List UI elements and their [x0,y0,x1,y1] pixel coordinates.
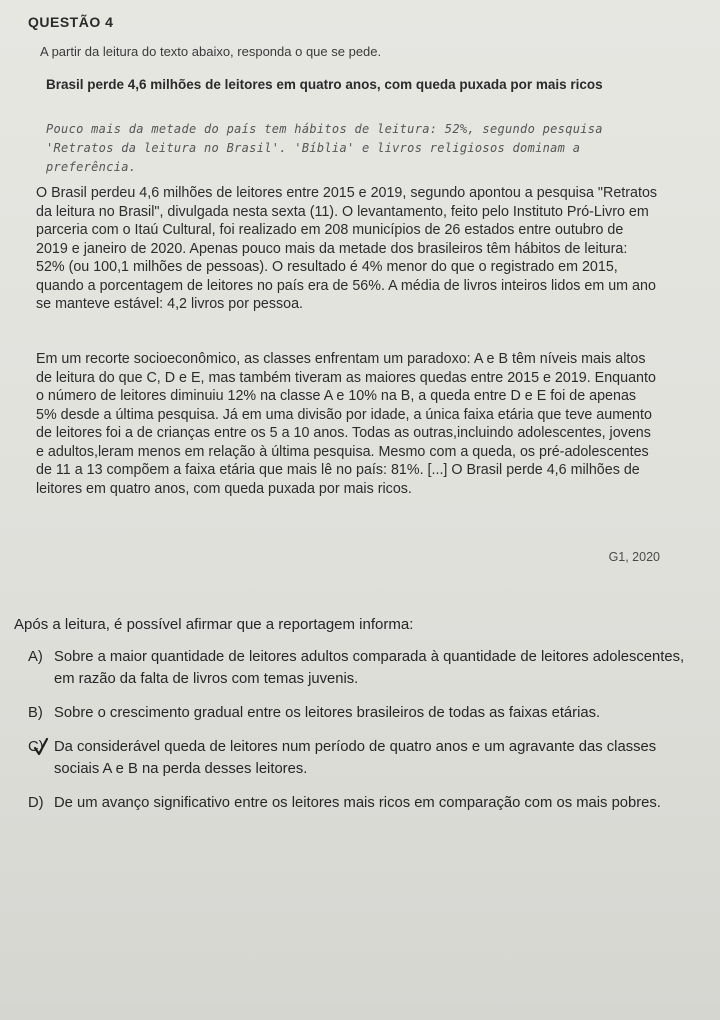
article-headline: Brasil perde 4,6 milhões de leitores em quatro anos, com queda puxada por mais ricos [46,77,603,92]
question-title: QUESTÃO 4 [28,14,114,30]
option-d-letter: D) [28,795,44,811]
question-prompt: Após a leitura, é possível afirmar que a reportagem informa: [14,616,414,633]
option-d-text: De um avanço significativo entre os leitores mais ricos em comparação com os mais pobres. [54,795,661,811]
article-subheadline: Pouco mais da metade do país tem hábitos de leitura: 52%, segundo pesquisa 'Retratos da leitura no Brasil'. 'Bíblia' e livros religiosos dominam a preferência. [46,122,603,174]
answer-options [28,646,700,826]
article-paragraph-1: O Brasil perdeu 4,6 milhões de leitores entre 2015 e 2019, segundo apontou a pesquisa "Retratos da leitura no Brasil", divulgada nesta sexta (11). O levantamento, feito pelo Instituto Pró-Livro em parceria com o Itaú Cultural, foi realizado em 208 municípios de 26 estados entre outubro de 2019 e janeiro de 2020. Apenas pouco mais da metade dos brasileiros têm hábitos de leitura: 52% (ou 100,1 milhões de pessoas). O resultado é 4% menor do que o registrado em 2015, quando a porcentagem de leitores no país era de 56%. A média de livros inteiros lidos em um ano se manteve estável: 4,2 livros por pessoa. [36,185,658,312]
pen-check-mark-icon [32,737,50,757]
option-b[interactable] [28,702,700,724]
article-paragraph-2: Em um recorte socioeconômico, as classes enfrentam um paradoxo: A e B têm níveis mais altos de leitura do que C, D e E, mas também tiveram as maiores quedas entre 2015 e 2019. Enquanto o número de leitores diminuiu 12% na classe A e 10% na B, a queda entre D e E foi de apenas 5% desde a última pesquisa. Já em uma divisão por idade, a única faixa etária que teve aumento de leitores foi a de crianças entre os 5 a 10 anos. Todas as outras,incluindo adolescentes, jovens e adultos,leram menos em relação à última pesquisa. Mesmo com a queda, os pré-adolescentes de 11 a 13 compõem a faixa etária que mais lê no país: 81%. [...] O Brasil perde 4,6 milhões de leitores em quatro anos, com queda puxada por mais ricos. [36,351,656,497]
option-a-letter: A) [28,649,43,665]
question-instruction: A partir da leitura do texto abaixo, responda o que se pede. [40,44,382,59]
option-c-letter: C) [28,739,44,755]
option-b-text: Sobre o crescimento gradual entre os leitores brasileiros de todas as faixas etárias. [54,705,601,721]
option-a-text: Sobre a maior quantidade de leitores adultos comparada à quantidade de leitores adolescentes, em razão da falta de livros com temas juvenis. [54,649,685,687]
article-source: G1, 2020 [608,550,660,564]
option-d[interactable] [28,792,700,814]
option-a[interactable] [28,646,700,690]
option-c-text: Da considerável queda de leitores num período de quatro anos e um agravante das classes sociais A e B na perda desses leitores. [54,739,657,777]
option-c[interactable] [28,736,700,780]
option-b-letter: B) [28,705,43,721]
